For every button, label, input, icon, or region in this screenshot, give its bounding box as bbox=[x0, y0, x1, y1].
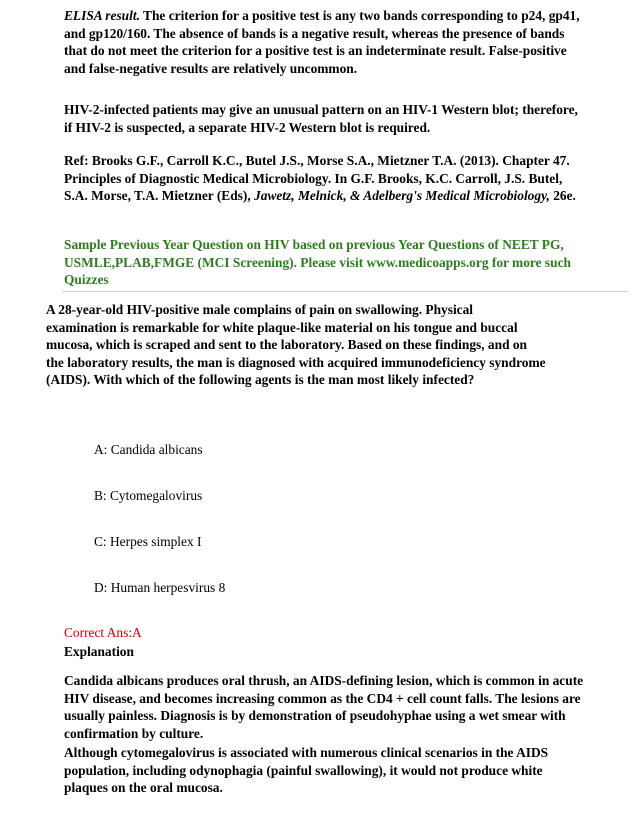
elisa-paragraph bbox=[64, 7, 584, 77]
option-c: C: Herpes simplex I bbox=[94, 534, 202, 549]
elisa-label: ELISA result. bbox=[64, 8, 140, 23]
explanation-heading: Explanation bbox=[64, 644, 134, 659]
hiv2-paragraph: HIV-2-infected patients may give an unusual pattern on an HIV-1 Western blot; therefore, if HIV-2 is suspected, a separate HIV-2 Western blot is required. bbox=[64, 102, 578, 135]
explanation-paragraph: Candida albicans produces oral thrush, an AIDS-defining lesion, which is common in acute HIV disease, and becomes increasing common as the CD4 + cell count falls. The lesions are usually painless. Diagnosis is by demonstration of pseudohyphae using a wet smear with confirmation by culture. bbox=[64, 673, 584, 741]
reference-edition: 26e. bbox=[549, 188, 576, 204]
option-b: B: Cytomegalovirus bbox=[94, 488, 203, 503]
reference-book-title: Jawetz, Melnick, & Adelberg's Medical Microbiology, bbox=[254, 188, 550, 204]
section-divider bbox=[62, 291, 628, 292]
option-d: D: Human herpesvirus 8 bbox=[94, 580, 226, 595]
reference-paragraph bbox=[64, 152, 584, 205]
reference-text: Ref: Brooks G.F., Carroll K.C., Butel J.S., Morse S.A., Mietzner T.A. (2013). Chapter 47. Principles of Diagnostic Medical Microbiology. In G.F. Brooks, K.C. Carroll, J.S. Butel, S.A. Morse, T.A. Mietzner (Eds), bbox=[64, 153, 570, 204]
explanation-paragraph: Although cytomegalovirus is associated with numerous clinical scenarios in the AIDS population, including odynophagia (painful swallowing), it would not produce white plaques on the oral mucosa. bbox=[64, 745, 549, 796]
elisa-text: The criterion for a positive test is any two bands corresponding to p24, gp41, and gp120/160. The absence of bands is a negative result, whereas the presence of bands that do not meet the criterion for a positive test is an indeterminate result. False-positive and false-negative results are relatively uncommon. bbox=[64, 8, 580, 76]
question-text: A 28-year-old HIV-positive male complains of pain on swallowing. Physical examination is remarkable for white plaque-like material on his tongue and buccal mucosa, which is scraped and sent to the laboratory. Based on these findings, and on the laboratory results, the man is diagnosed with acquired immunodeficiency syndrome (AIDS). With which of the following agents is the man most likely infected? bbox=[46, 302, 546, 388]
option-a: A: Candida albicans bbox=[94, 442, 203, 457]
sample-question-note: Sample Previous Year Question on HIV based on previous Year Questions of NEET PG, USMLE,PLAB,FMGE (MCI Screening). Please visit www.medicoapps.org for more such Quizzes bbox=[64, 237, 571, 288]
correct-answer: Correct Ans:A bbox=[64, 625, 142, 640]
